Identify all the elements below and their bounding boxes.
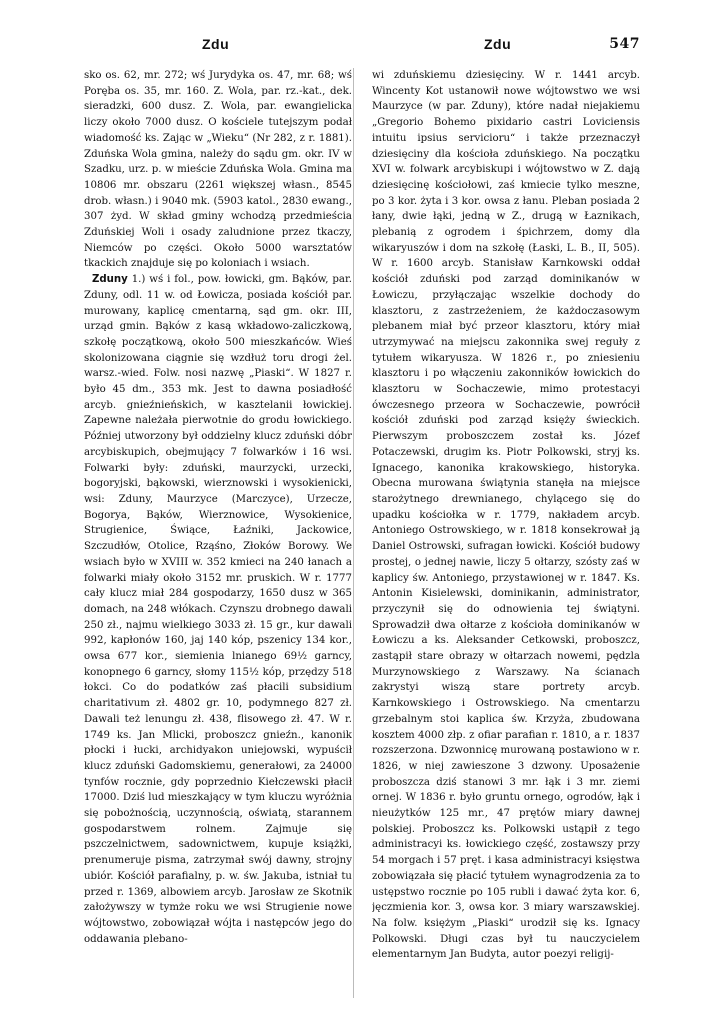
running-header xyxy=(84,36,640,58)
left-paragraph-continuation: sko os. 62, mr. 272; wś Jurydyka os. 47, mr. 68; wś Poręba os. 35, mr. 160. Z. Wola, par. rz.-kat., dek. sieradzki, 600 dusz. Z. Wola, par. ewangielicka liczy około 7000 dusz. O kościele tutejszym podał wiadomość ks. Zając w „Wieku“ (Nr 282, z r. 1881). Zduńska Wola gmina, należy do sądu gm. okr. IV w Szadku, urz. p. w mieście Zduńska Wola. Gmina ma 10806 mr. obszaru (2261 większej własn., 8545 drob. własn.) i 9040 mk. (5903 katol., 2830 ewang., 307 żyd. W skład gminy wchodzą przedmieścia Zduńskiej Woli i osady zaludnione przez tkaczy, Niemców po części. Około 5000 warsztatów tkackich znajduje się po koloniach i wsiach. xyxy=(84,70,352,270)
header-left-word: Zdu xyxy=(202,36,230,52)
header-center-word: Zdu xyxy=(484,36,512,52)
left-column xyxy=(84,68,352,1000)
text-columns xyxy=(84,68,640,1000)
right-paragraph: wi zduńskiemu dziesięciny. W r. 1441 arcyb. Wincenty Kot ustanowił nowe wójtowstwo we wsi Maurzyce (w par. Zduny), które nadał niejakiemu „Gregorio Bohemo pixidario castri Loviciensis intuitu ipsius servicioru“ i także przeznaczył dziesięciny dla kościoła zduńskiego. Na początku XVI w. folwark arcybiskupi i wójtowstwo w Z. dają dziesięcinę kościołowi, zaś kmiecie tylko meszne, po 3 kor. żyta i 3 kor. owsa z łanu. Pleban posiada 2 łany, dwie łąki, jedną w Z., drugą w Łaznikach, plebanią z ogrodem i śpichrzem, domy dla wikaryuszów i dom na szkołę (Łaski, L. B., II, 505). W r. 1600 arcyb. Stanisław Karnkowski oddał kościół zduński pod zarząd dominikanów w Łowiczu, przyłączając wszelkie dochody do klasztoru, z zastrzeżeniem, że każdoczasowym plebanem miał być przeor klasztoru, który miał utrzymywać na miejscu zakonnika swej reguły z tytułem wikaryusza. W 1826 r., po zniesieniu klasztoru i po włączeniu zakonników łowickich do klasztoru w Sochaczewie, mimo protestacyi ówczesnego przeora w Sochaczewie, powrócił kościół zduński pod zarząd księży świeckich. Pierwszym proboszczem został ks. Józef Potaczewski, drugim ks. Piotr Polkowski, stryj ks. Ignacego, kanonika krakowskiego, historyka. Obecna murowana świątynia stanęła na miejsce starożytnego drewnianego, chylącego się do upadku kościołka w r. 1779, nakładem arcyb. Antoniego Ostrowskiego, w r. 1818 konsekrował ją Daniel Ostrowski, sufragan łowicki. Kościół budowy prostej, o jednej nawie, liczy 5 ołtarzy, szósty zaś w kaplicy św. Antoniego, przystawionej w r. 1847. Ks. Antonin Kisielewski, dominikanin, administrator, przyczynił się do odnowienia tej świątyni. Sprowadził dwa ołtarze z kościoła dominikanów w Łowiczu a ks. Aleksander Cetkowski, proboszcz, zastąpił stare obrazy w ołtarzach nowemi, pędzla Murzynowskiego z Warszawy. Na ścianach zakrystyi wiszą stare portrety arcyb. Karnkowskiego i Ostrowskiego. Na cmentarzu grzebalnym stoi kaplica św. Krzyża, zbudowana kosztem 4000 złp. z ofiar parafian r. 1810, a r. 1837 rozszerzona. Dzwonnicę murowaną postawiono w r. 1826, w niej zawieszone 3 dzwony. Uposażenie proboszcza dziś stanowi 3 mr. łąk i 3 mr. ziemi ornej. W 1836 r. było gruntu ornego, ogrodów, łąk i nieużytków 125 mr., 47 prętów miary dawnej polskiej. Proboszcz ks. Polkowski ustąpił z tego administracyi ks. łowickiego część, zostawszy przy 54 morgach i 57 pręt. i kasa administracyi księstwa zobowiązała się płacić tytułem wynagrodzenia za to ustępstwo rocznie po 105 rubli i dawać żyta kor. 6, jęczmienia kor. 3, owsa kor. 3 miary warszawskiej. Na folw. księżym „Piaski“ urodził się ks. Ignacy Polkowski. Długi czas był tu nauczycielem elementarnym Jan Budyta, autor poezyi religij- xyxy=(372,70,640,961)
headword-zduny: Zduny xyxy=(92,274,128,286)
right-column xyxy=(372,68,640,1000)
page-number: 547 xyxy=(609,36,640,52)
entry-zduny xyxy=(84,272,352,947)
entry-zduny-text: 1.) wś i fol., pow. łowicki, gm. Bąków, par. Zduny, odl. 11 w. od Łowicza, posiada kościół par. murowany, kaplicę cmentarną, sąd gm. okr. III, urząd gmin. Bąków z kasą wkładowo-zaliczkową, szkołę początkową, około 500 mieszkańców. Wieś skolonizowana ciągnie się wzdłuż toru drogi żel. warsz.-wied. Folw. nosi nazwę „Piaski“. W 1827 r. było 45 dm., 353 mk. Jest to dawna posiadłość arcyb. gnieźnieńskich, w kasztelanii łowickiej. Zapewne należała pierwotnie do grodu łowickiego. Później utworzony był oddzielny klucz zduński dóbr arcybiskupich, obejmujący 7 folwarków i 16 wsi. Folwarki były: zduński, maurzycki, urzecki, bogoryjski, bąkowski, wierznowski i wysokienicki, wsi: Zduny, Maurzyce (Marczyce), Urzecze, Bogorya, Bąków, Wierznowice, Wysokienice, Strugienice, Świące, Łaźniki, Jackowice, Szczudłów, Otolice, Rząśno, Złoków Borowy. We wsiach było w XVIII w. 352 kmieci na 240 łanach a folwarki miały około 3152 mr. pruskich. W r. 1777 cały klucz miał 284 gospodarzy, 1650 dusz w 365 domach, na 248 włókach. Czynszu drobnego dawali 250 zł., najmu wielkiego 3033 zł. 15 gr., kur dawali 992, kapłonów 160, jaj 140 kóp, pszenicy 134 kor., owsa 677 kor., siemienia lnianego 69½ garncy, konopnego 6 garncy, słomy 115½ kóp, przędzy 518 łokci. Co do podatków zaś płacili subsidium charitativum zł. 4802 gr. 10, podymnego 827 zł. Dawali też lenungu zł. 438, flisowego zł. 47. W r. 1749 ks. Jan Mlicki, proboszcz gnieźn., kanonik płocki i łucki, archidyakon uniejowski, wypuścił klucz zduński Gadomskiemu, generałowi, za 24000 tynfów rocznie, gdy poprzednio Kiełczewski płacił 17000. Dziś lud mieszkający w tym kluczu wyróżnia się pobożnością, uczynnością, oświatą, starannem gospodarstwem rolnem. Zajmuje się pszczelnictwem, sadownictwem, kupuje książki, prenumeruje pisma, zatrzymał swój dawny, strojny ubiór. Kościół parafialny, p. w. św. Jakuba, istniał tu przed r. 1369, albowiem arcyb. Jarosław ze Skotnik założywszy w tymże roku we wsi Strugienie nowe wójtowstwo, zobowiązał wójta i następców jego do oddawania plebano- xyxy=(84,274,352,945)
